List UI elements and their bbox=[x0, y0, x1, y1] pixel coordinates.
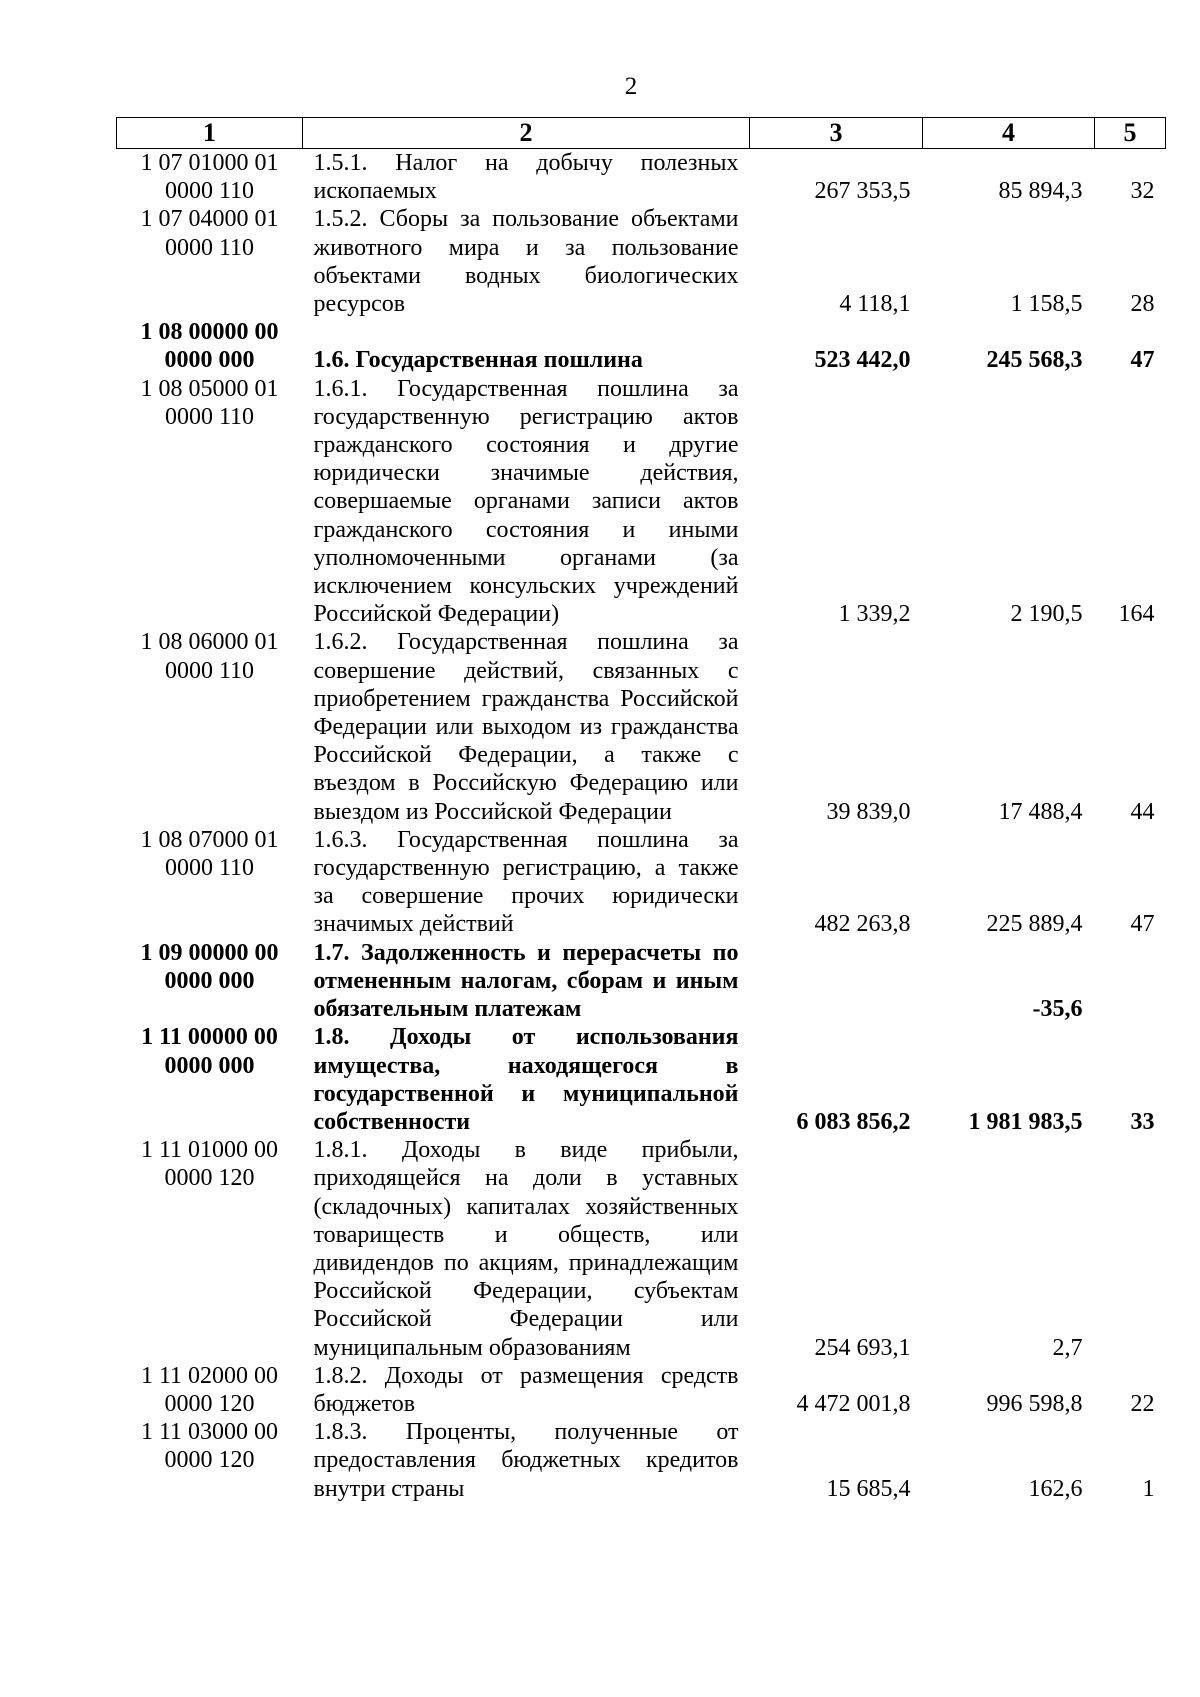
row-value-col5: 32 bbox=[1130, 178, 1155, 205]
row-code-line: 1 07 01000 01 bbox=[140, 150, 279, 176]
row-description-line: 1.6.3. Государственная пошлина за bbox=[313, 826, 739, 853]
row-value-col4: 2,7 bbox=[1052, 1334, 1083, 1361]
row-description-line: исключением консульских учреждений bbox=[313, 573, 739, 600]
table-row bbox=[117, 149, 1166, 206]
row-code-line: 0000 110 bbox=[164, 657, 255, 684]
row-value-col4: 162,6 bbox=[1028, 1475, 1083, 1502]
row-code-line: 1 11 03000 00 bbox=[140, 1419, 279, 1446]
table-row bbox=[117, 1136, 1166, 1362]
row-code bbox=[117, 1418, 303, 1503]
row-value-col5: 33 bbox=[1130, 1108, 1155, 1135]
row-description-line: уполномоченными органами (за bbox=[313, 544, 739, 571]
row-code-line: 1 08 07000 01 bbox=[140, 826, 279, 853]
row-description-line: 1.6.1. Государственная пошлина за bbox=[313, 375, 739, 402]
row-description-line: государственную регистрацию, а также bbox=[313, 855, 739, 882]
row-description-line: государственную регистрацию актов bbox=[313, 403, 739, 430]
row-description bbox=[303, 628, 750, 825]
row-code-line: 0000 110 bbox=[164, 855, 255, 882]
row-code bbox=[117, 1023, 303, 1136]
row-description bbox=[303, 826, 750, 939]
row-description-line: 1.8.2. Доходы от размещения средств bbox=[313, 1362, 739, 1389]
row-value-col3: 1 339,2 bbox=[838, 601, 911, 628]
row-value-col4: 225 889,4 bbox=[986, 911, 1083, 938]
row-description-line: 1.6.2. Государственная пошлина за bbox=[313, 629, 739, 656]
row-description-line: дивидендов по акциям, принадлежащим bbox=[313, 1249, 739, 1276]
row-code bbox=[117, 318, 303, 374]
row-description bbox=[303, 149, 750, 206]
row-value-col5 bbox=[1095, 939, 1166, 1024]
row-code-line: 0000 120 bbox=[164, 1165, 255, 1192]
row-description-line: животного мира и за пользование bbox=[313, 234, 739, 261]
row-code bbox=[117, 939, 303, 1024]
row-description-line: выездом из Российской Федерации bbox=[313, 798, 672, 825]
row-description bbox=[303, 375, 750, 629]
row-description bbox=[303, 939, 750, 1024]
row-description-line: имущества, находящегося в bbox=[313, 1052, 739, 1079]
row-code bbox=[117, 628, 303, 825]
row-description-line: 1.8.3. Проценты, полученные от bbox=[313, 1419, 739, 1446]
row-code-line: 1 11 01000 00 bbox=[140, 1137, 279, 1164]
row-description-line: собственности bbox=[313, 1108, 471, 1135]
row-code-line: 0000 000 bbox=[164, 347, 255, 374]
row-value-col5: 28 bbox=[1130, 291, 1155, 318]
column-header-5: 5 bbox=[1095, 118, 1166, 149]
row-code-line: 1 07 04000 01 bbox=[140, 206, 279, 233]
table-row bbox=[117, 628, 1166, 825]
row-code-line: 0000 110 bbox=[164, 178, 255, 205]
row-value-col5: 22 bbox=[1130, 1390, 1155, 1417]
row-value-col4: -35,6 bbox=[1032, 996, 1083, 1023]
row-description-line: (складочных) капиталах хозяйственных bbox=[313, 1193, 739, 1220]
row-code-line: 1 11 00000 00 bbox=[141, 1024, 278, 1051]
row-description-line: 1.8. Доходы от использования bbox=[313, 1024, 739, 1051]
row-description-line: государственной и муниципальной bbox=[313, 1080, 739, 1107]
table-row bbox=[117, 1362, 1166, 1418]
row-description-line: за совершение прочих юридически bbox=[313, 883, 739, 910]
row-value-col5: 47 bbox=[1130, 347, 1155, 374]
row-description-line: предоставления бюджетных кредитов bbox=[313, 1447, 739, 1474]
row-description-line: приходящейся на доли в уставных bbox=[313, 1165, 739, 1192]
row-value-col4: 1 981 983,5 bbox=[968, 1108, 1083, 1135]
row-description-line: совершаемые органами записи актов bbox=[313, 488, 739, 515]
row-code-line: 1 08 05000 01 bbox=[140, 375, 279, 402]
row-description-line: 1.6. Государственная пошлина bbox=[313, 347, 643, 374]
row-description bbox=[303, 318, 750, 374]
row-description-line: отмененным налогам, сборам и иным bbox=[313, 967, 739, 994]
row-description bbox=[303, 205, 750, 318]
row-value-col3: 267 353,5 bbox=[814, 178, 911, 205]
row-value-col4: 996 598,8 bbox=[986, 1390, 1083, 1417]
row-description-line: Российской Федерации, а также с bbox=[313, 742, 739, 769]
row-value-col5 bbox=[1095, 1136, 1166, 1362]
row-code-line: 0000 120 bbox=[164, 1447, 255, 1474]
row-description-line: въездом в Российскую Федерацию или bbox=[313, 770, 739, 797]
column-header-1: 1 bbox=[117, 118, 303, 149]
row-code-line: 0000 110 bbox=[164, 403, 255, 430]
row-code-line: 0000 110 bbox=[164, 234, 255, 261]
row-value-col3: 4 472 001,8 bbox=[796, 1390, 911, 1417]
row-code bbox=[117, 149, 303, 206]
row-description-line: совершение действий, связанных с bbox=[313, 657, 739, 684]
row-code bbox=[117, 205, 303, 318]
row-value-col3: 6 083 856,2 bbox=[796, 1108, 911, 1135]
row-value-col5: 164 bbox=[1118, 601, 1155, 628]
table-row bbox=[117, 826, 1166, 939]
row-description-line: значимых действий bbox=[313, 911, 514, 938]
row-value-col5: 44 bbox=[1130, 798, 1155, 825]
table-row bbox=[117, 375, 1166, 629]
row-value-col5: 47 bbox=[1130, 911, 1155, 938]
row-description-line: товариществ и обществ, или bbox=[313, 1221, 739, 1248]
row-description-line: обязательным платежам bbox=[313, 996, 582, 1023]
table-row bbox=[117, 205, 1166, 318]
row-code-line: 1 08 06000 01 bbox=[140, 629, 279, 656]
row-description bbox=[303, 1362, 750, 1418]
row-code bbox=[117, 375, 303, 629]
row-description-line: 1.8.1. Доходы в виде прибыли, bbox=[313, 1137, 739, 1164]
row-description-line: 1.5.2. Сборы за пользование объектами bbox=[313, 206, 739, 233]
row-description-line: муниципальным образованиям bbox=[313, 1334, 631, 1361]
row-description-line: Российской Федерации, субъектам bbox=[313, 1278, 739, 1305]
row-code-line: 0000 000 bbox=[164, 967, 255, 994]
table-row bbox=[117, 1023, 1166, 1136]
row-description-line: бюджетов bbox=[313, 1390, 416, 1417]
row-value-col4: 17 488,4 bbox=[998, 798, 1083, 825]
row-code-line: 0000 000 bbox=[164, 1052, 255, 1079]
column-header-4: 4 bbox=[923, 118, 1095, 149]
row-description-line: Российской Федерации) bbox=[313, 601, 560, 628]
page-number: 2 bbox=[624, 73, 638, 100]
table-row bbox=[117, 1418, 1166, 1503]
column-header-2: 2 bbox=[303, 118, 750, 149]
row-description-line: гражданского состояния и иными bbox=[313, 516, 739, 543]
row-description-line: юридически значимые действия, bbox=[313, 460, 739, 487]
row-code-line: 1 09 00000 00 bbox=[140, 939, 279, 966]
row-code bbox=[117, 1362, 303, 1418]
row-value-col3: 523 442,0 bbox=[814, 347, 911, 374]
row-description bbox=[303, 1418, 750, 1503]
table-header-row bbox=[117, 118, 1166, 149]
row-value-col4: 2 190,5 bbox=[1010, 601, 1083, 628]
row-description-line: Российской Федерации или bbox=[313, 1306, 739, 1333]
row-value-col4: 1 158,5 bbox=[1010, 291, 1083, 318]
row-description-line: гражданского состояния и другие bbox=[313, 432, 739, 459]
row-value-col3: 254 693,1 bbox=[814, 1334, 911, 1361]
row-value-col3 bbox=[750, 939, 923, 1024]
row-description bbox=[303, 1136, 750, 1362]
row-description-line: 1.5.1. Налог на добычу полезных bbox=[313, 150, 739, 176]
row-value-col3: 482 263,8 bbox=[814, 911, 911, 938]
table-body bbox=[117, 149, 1166, 1503]
row-value-col3: 4 118,1 bbox=[839, 291, 911, 318]
row-value-col5: 1 bbox=[1142, 1475, 1155, 1502]
row-value-col3: 39 839,0 bbox=[826, 798, 911, 825]
table-row bbox=[117, 939, 1166, 1024]
budget-table bbox=[116, 117, 1166, 1503]
row-description-line: ресурсов bbox=[313, 291, 406, 318]
column-header-3: 3 bbox=[750, 118, 923, 149]
row-description-line: внутри страны bbox=[313, 1475, 465, 1502]
row-code-line: 1 11 02000 00 bbox=[140, 1362, 279, 1389]
row-description-line: ископаемых bbox=[313, 178, 437, 205]
row-description bbox=[303, 1023, 750, 1136]
row-description-line: объектами водных биологических bbox=[313, 262, 739, 289]
row-code-line: 1 08 00000 00 bbox=[140, 319, 279, 346]
row-value-col4: 85 894,3 bbox=[998, 178, 1083, 205]
table-row bbox=[117, 318, 1166, 374]
row-description-line: 1.7. Задолженность и перерасчеты по bbox=[313, 939, 739, 966]
row-code bbox=[117, 826, 303, 939]
row-value-col3: 15 685,4 bbox=[826, 1475, 911, 1502]
row-code bbox=[117, 1136, 303, 1362]
row-code-line: 0000 120 bbox=[164, 1390, 255, 1417]
row-value-col4: 245 568,3 bbox=[986, 347, 1083, 374]
row-description-line: Федерации или выходом из гражданства bbox=[313, 714, 739, 741]
row-description-line: приобретением гражданства Российской bbox=[313, 685, 739, 712]
